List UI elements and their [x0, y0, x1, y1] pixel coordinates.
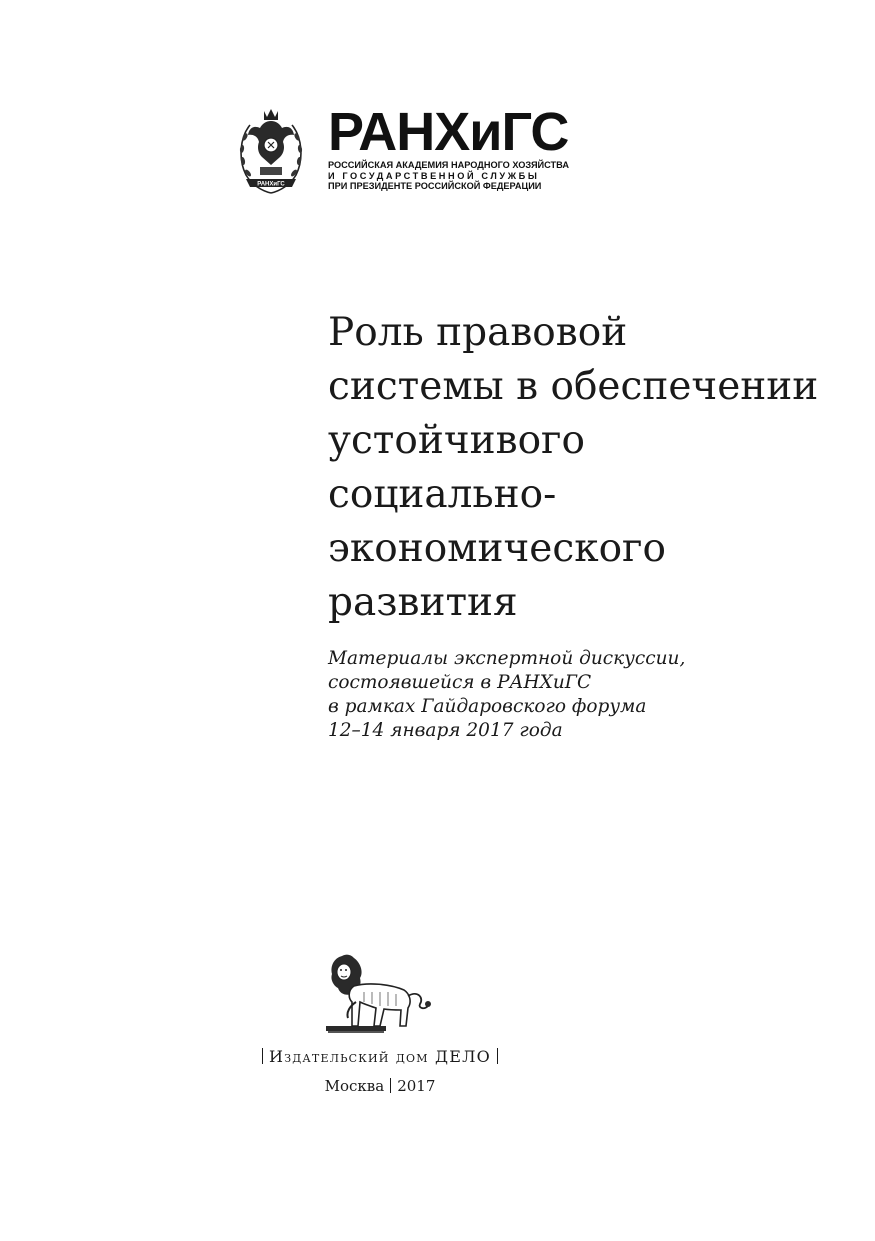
- book-subtitle: [328, 647, 848, 743]
- subtitle-line: Материалы экспертной дискуссии,: [328, 648, 686, 669]
- book-title: [328, 306, 848, 630]
- academy-name-line-1: РОССИЙСКАЯ АКАДЕМИЯ НАРОДНОГО ХОЗЯЙСТВА: [328, 160, 569, 170]
- lion-logo-icon: [320, 946, 440, 1038]
- title-line: экономического: [328, 526, 666, 571]
- title-line: развития: [328, 580, 518, 625]
- title-line: Роль правовой: [328, 310, 628, 355]
- subtitle-line: 12–14 января 2017 года: [328, 720, 563, 741]
- separator-bar: [497, 1048, 498, 1064]
- emblem-ribbon-text: РАНХиГС: [257, 181, 285, 188]
- subtitle-line: в рамках Гайдаровского форума: [328, 696, 647, 717]
- title-line: социально-: [328, 472, 557, 517]
- separator-bar: [262, 1048, 263, 1064]
- title-line: системы в обеспечении: [328, 364, 819, 409]
- subtitle-line: состоявшейся в РАНХиГС: [328, 672, 592, 693]
- publication-city: Москва: [324, 1077, 385, 1095]
- academy-name-line-2: И ГОСУДАРСТВЕННОЙ СЛУЖБЫ: [328, 170, 540, 181]
- publisher-name-text: Издательский дом ДЕЛО: [269, 1047, 491, 1066]
- academy-emblem-icon: [236, 107, 306, 199]
- academy-abbreviation: РАНХиГС: [328, 102, 569, 162]
- publication-place-year: [200, 1076, 560, 1096]
- title-line: устойчивого: [328, 418, 585, 463]
- academy-logo: [328, 102, 569, 192]
- publisher-name: [200, 1046, 560, 1068]
- separator-bar: [390, 1078, 391, 1093]
- publication-year: 2017: [397, 1077, 436, 1095]
- academy-name-line-3: ПРИ ПРЕЗИДЕНТЕ РОССИЙСКОЙ ФЕДЕРАЦИИ: [328, 181, 542, 191]
